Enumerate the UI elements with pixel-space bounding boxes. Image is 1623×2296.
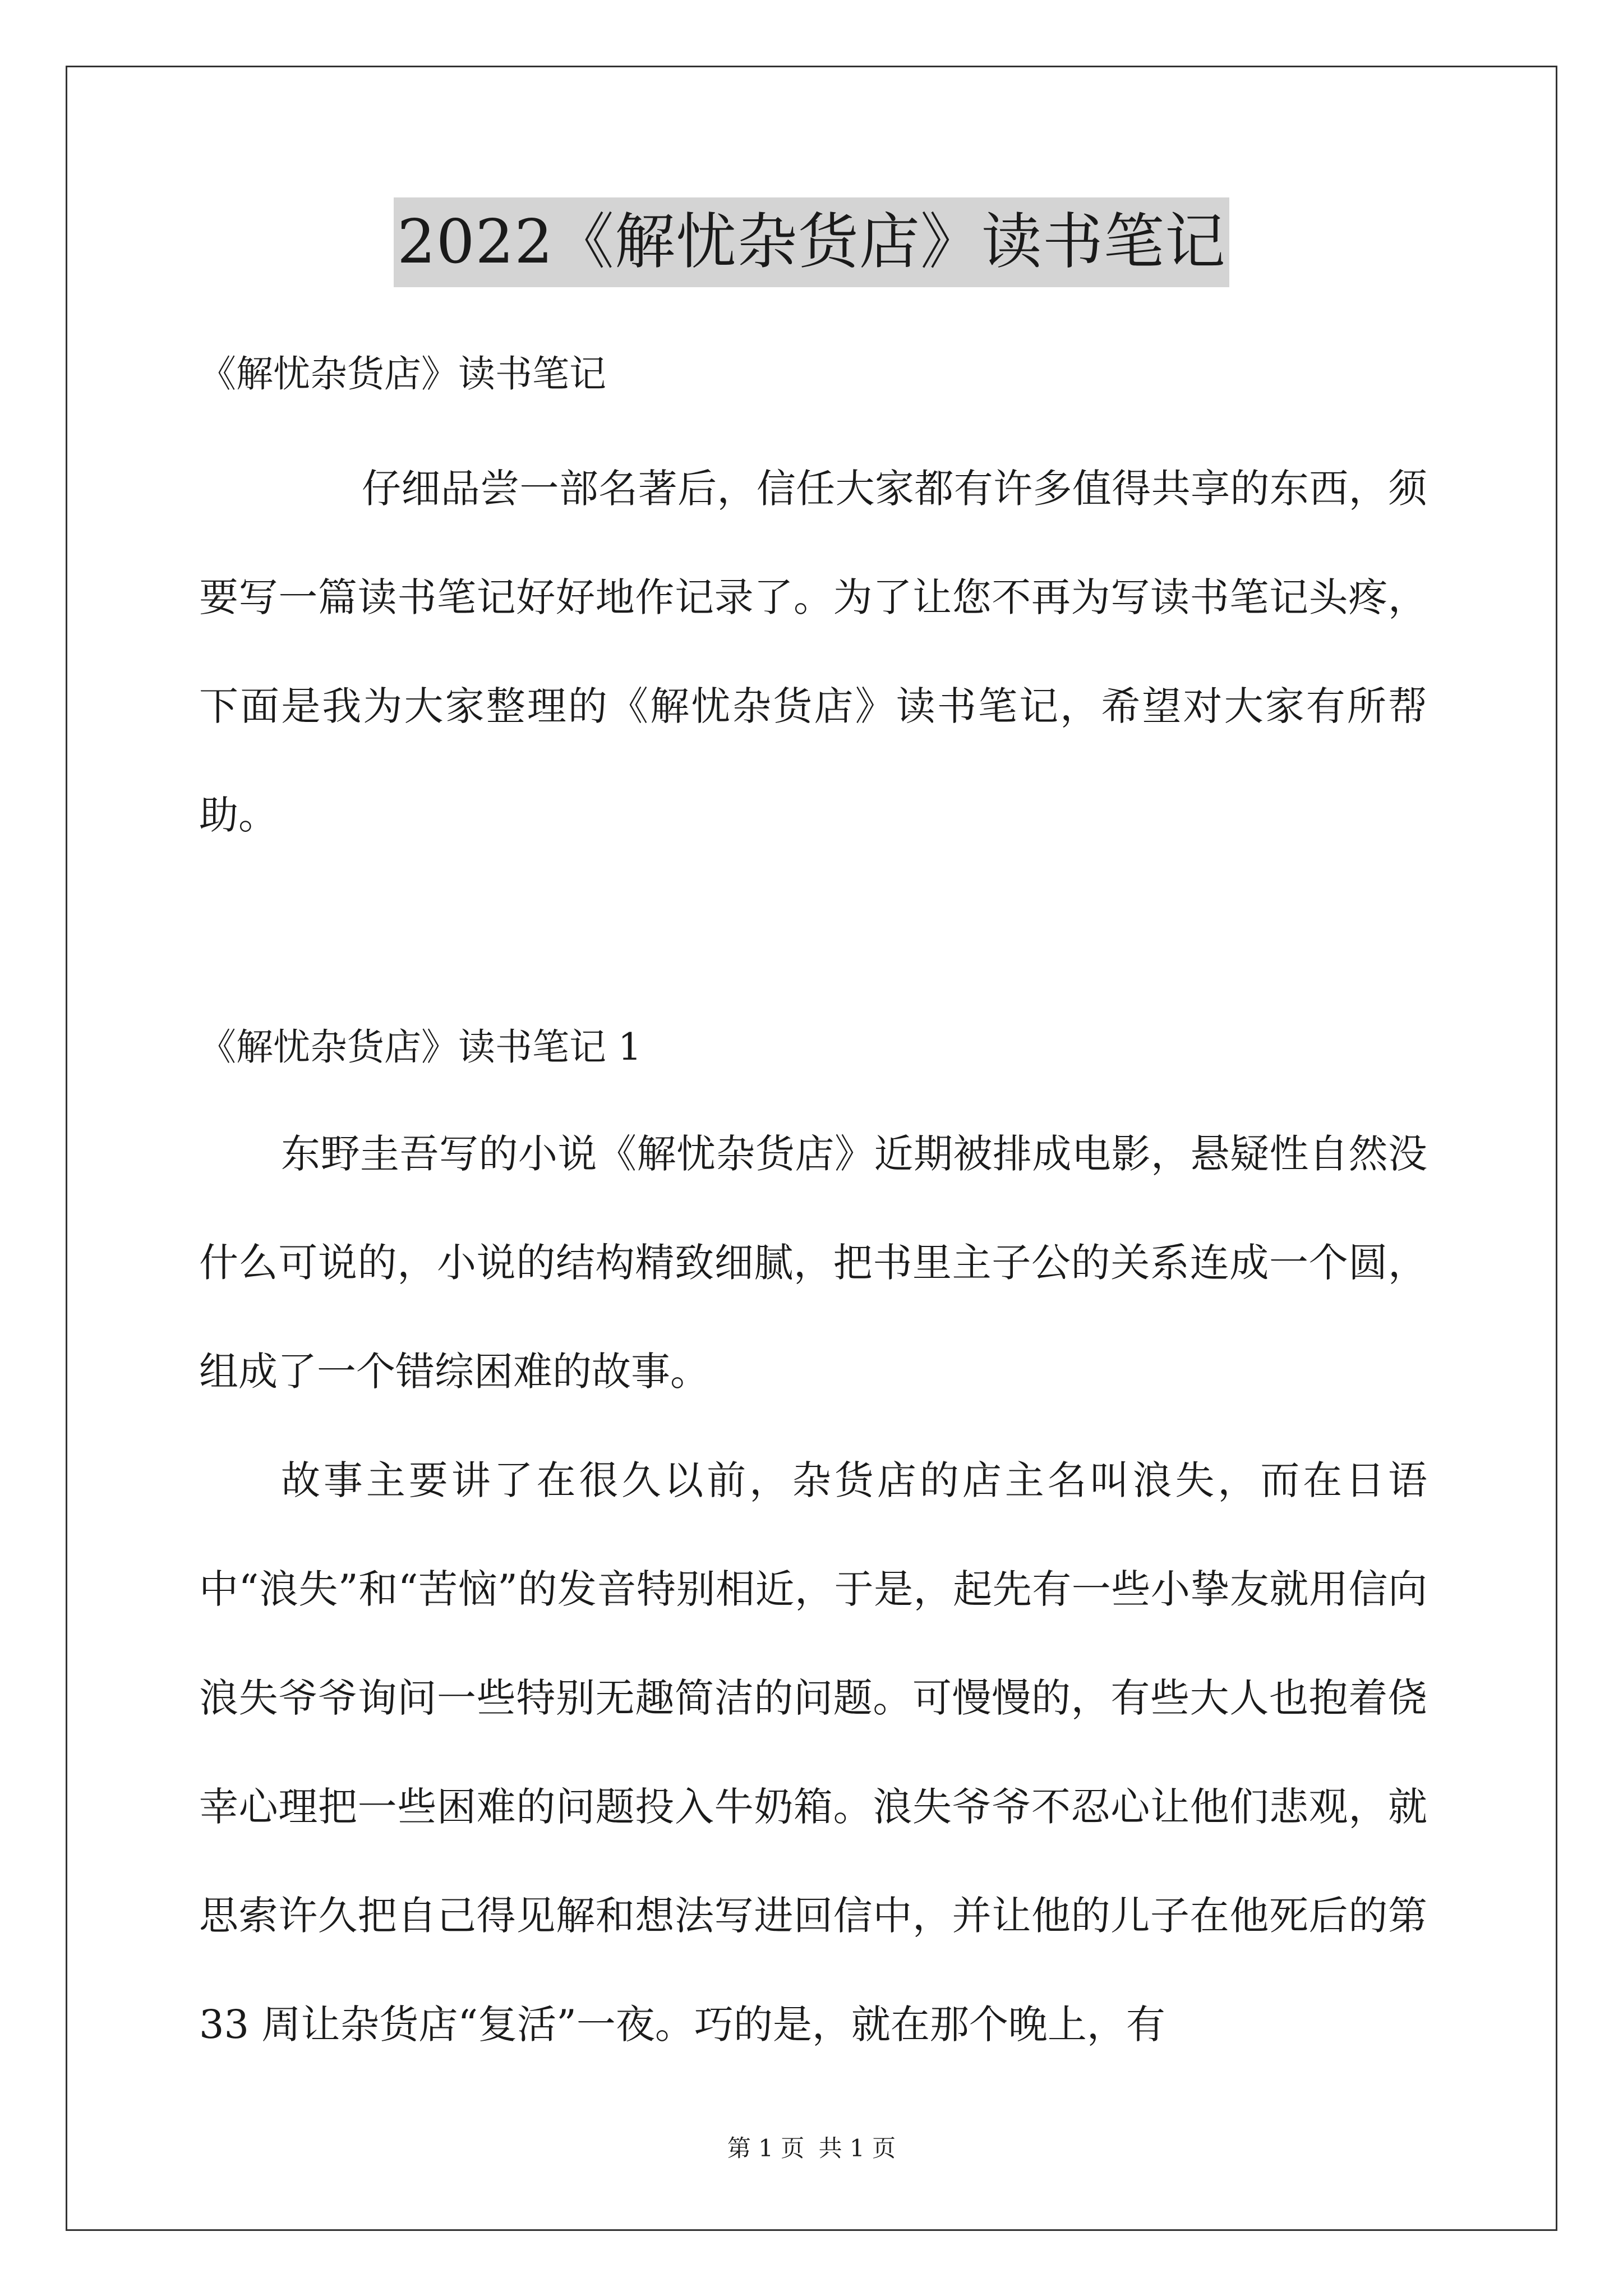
document-title: 2022《解忧杂货店》读书笔记 (394, 197, 1229, 287)
section-1-paragraph-1: 东野圭吾写的小说《解忧杂货店》近期被排成电影，悬疑性自然没什么可说的，小说的结构精致细腻，把书里主子公的关系连成一个圆，组成了一个错综困难的故事。 (199, 1131, 1427, 1395)
section-1-paragraph-2: 故事主要讲了在很久以前，杂货店的店主名叫浪失，而在日语中“浪失”和“苦恼”的发音特别相近，于是，起先有一些小挚友就用信向浪失爷爷询问一些特别无趣简洁的问题。可慢慢的，有些大人也抱着侥幸心理把一些困难的问题投入牛奶箱。浪失爷爷不忍心让他们悲观，就思索许久把自己得见解和想法写进回信中，并让他的儿子在他死后的第 33 周让杂货店“复活”一夜。巧的是，就在那个晚上，有 (199, 1457, 1427, 2047)
title-container (0, 197, 1623, 287)
document-body (199, 348, 1427, 2079)
intro-heading: 《解忧杂货店》读书笔记 (199, 352, 606, 395)
page-number: 第 1 页 (727, 2134, 805, 2162)
section-spacer (199, 869, 1427, 1021)
page-total: 共 1 页 (818, 2134, 896, 2162)
section-1-heading: 《解忧杂货店》读书笔记 1 (199, 1025, 642, 1069)
intro-paragraph: 仔细品尝一部名著后，信任大家都有许多值得共享的东西，须要写一篇读书笔记好好地作记录了。为了让您不再为写读书笔记头疼，下面是我为大家整理的《解忧杂货店》读书笔记，希望对大家有所帮助。 (199, 466, 1427, 838)
page-footer (0, 2132, 1623, 2165)
